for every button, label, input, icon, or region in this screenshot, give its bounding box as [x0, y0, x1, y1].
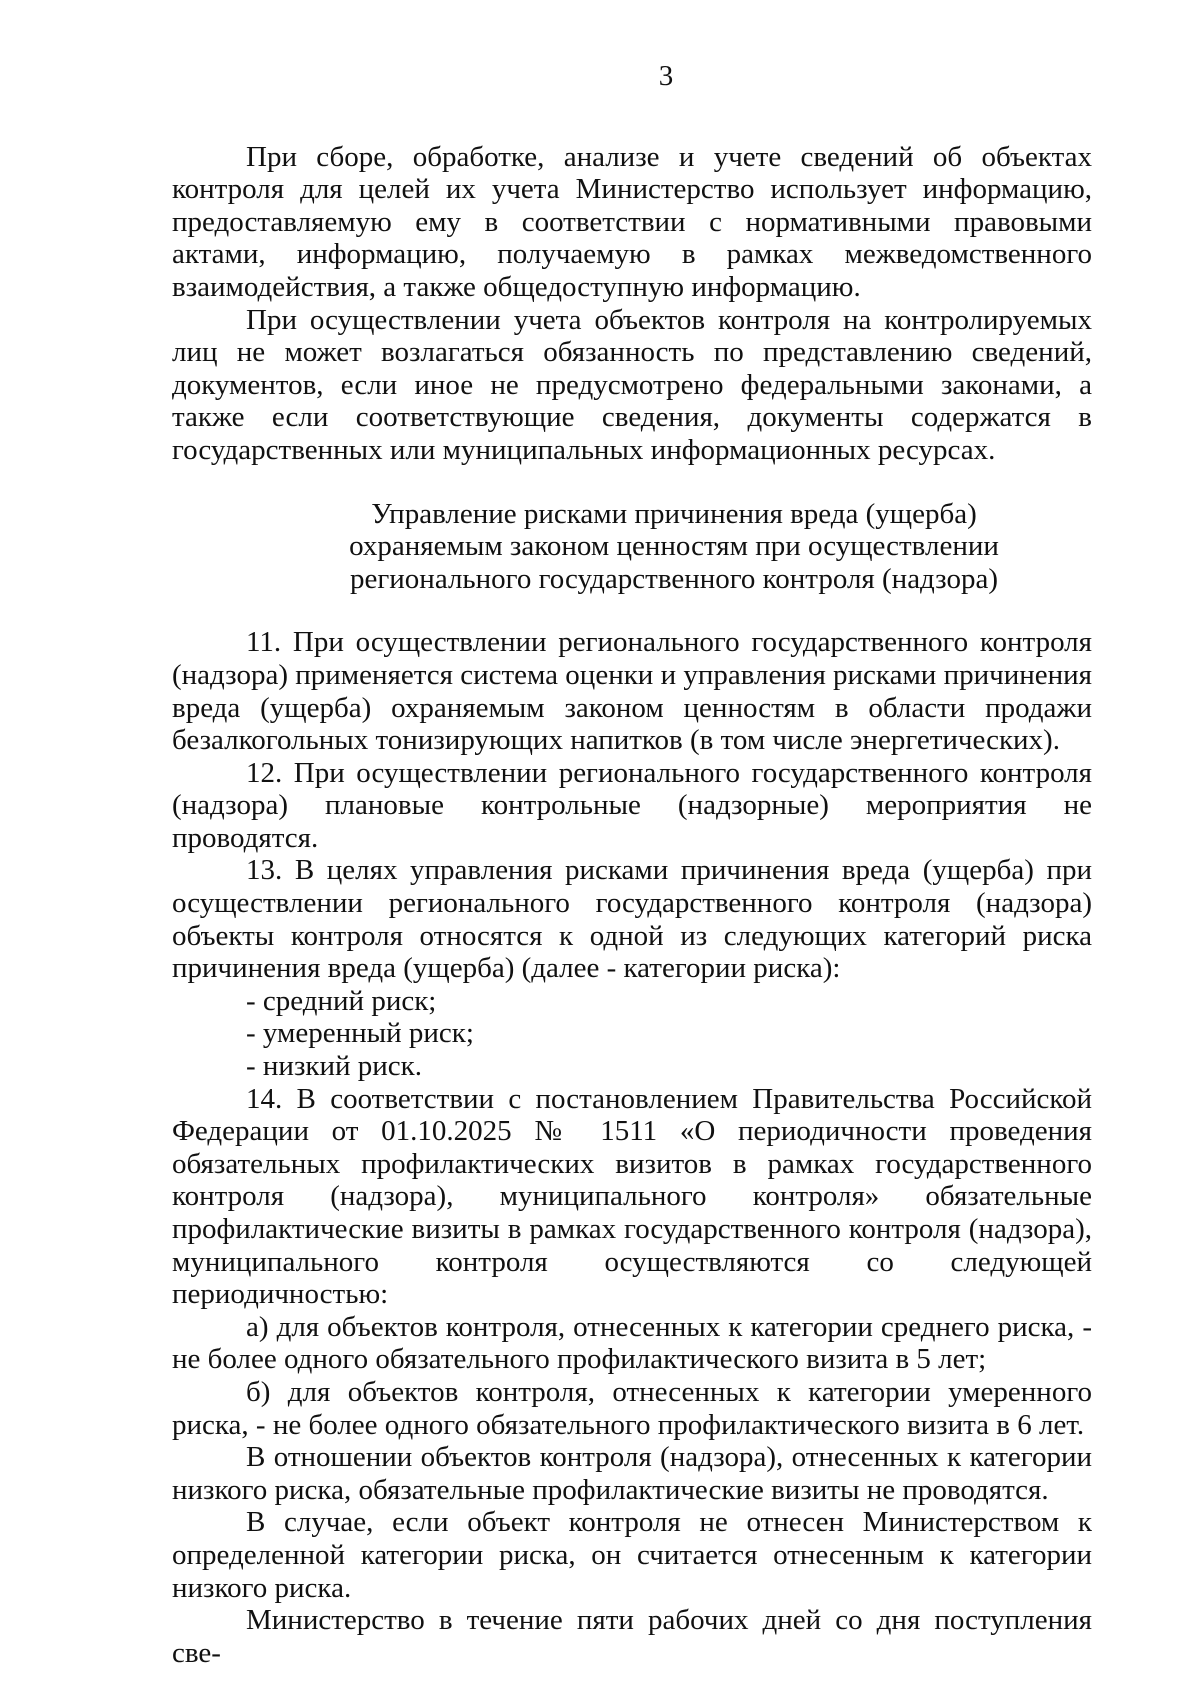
section-heading [214, 498, 1134, 596]
section-heading-line: Управление рисками причинения вреда (ущерба) [371, 497, 977, 530]
paragraph-13: 13. В целях управления рисками причинения вреда (ущерба) при осуществлении регионального государственного контроля (надзора) объекты контроля относятся к одной из следующих категорий риска причинения вреда (ущерба) (далее - категории риска): [172, 854, 1092, 985]
paragraph-12: 12. При осуществлении регионального государственного контроля (надзора) плановые контрольные (надзорные) мероприятия не проводятся. [172, 756, 1092, 854]
paragraph-low-risk-visits: В отношении объектов контроля (надзора), отнесенных к категории низкого риска, обязательные профилактические визиты не проводятся. [172, 1441, 1092, 1506]
paragraph-no-obligation: При осуществлении учета объектов контроля на контролируемых лиц не может возлагаться обязанность по представлению сведений, документов, если иное не предусмотрено федеральными законами, а также если соответствующие сведения, документы содержатся в государственных или муниципальных информационных ресурсах. [172, 303, 1092, 466]
page-number: 3 [658, 60, 674, 92]
paragraph-11: 11. При осуществлении регионального государственного контроля (надзора) применяется система оценки и управления рисками причинения вреда (ущерба) охраняемым законом ценностям в области продажи безалкогольных тонизирующих напитков (в том числе энергетических). [172, 626, 1092, 757]
list-item-low-risk: - низкий риск. [246, 1050, 423, 1083]
section-heading-line: охраняемым законом ценностям при осуществлении [349, 530, 999, 563]
paragraph-info-collection: При сборе, обработке, анализе и учете сведений об объектах контроля для целей их учета Министерство использует информацию, предоставляемую ему в соответствии с нормативными правовыми актами, информацию, получаемую в рамках межведомственного взаимодействия, а также общедоступную информацию. [172, 140, 1092, 303]
paragraph-ministry-deadline: Министерство в течение пяти рабочих дней со дня поступления све- [172, 1604, 1092, 1669]
section-heading-line: регионального государственного контроля (надзора) [350, 562, 998, 595]
paragraph-14-b: б) для объектов контроля, отнесенных к категории умеренного риска, - не более одного обязательного профилактического визита в 6 лет. [172, 1375, 1092, 1441]
list-item-medium-risk: - средний риск; [246, 984, 437, 1017]
paragraph-default-category: В случае, если объект контроля не отнесен Министерством к определенной категории риска, он считается отнесенным к категории низкого риска. [172, 1506, 1092, 1604]
document-page [172, 60, 1092, 1669]
list-item-moderate-risk: - умеренный риск; [246, 1017, 474, 1050]
paragraph-14: 14. В соответствии с постановлением Правительства Российской Федерации от 01.10.2025 № 1511 «О периодичности проведения обязательных профилактических визитов в рамках государственного контроля (надзора), муниципального контроля» обязательные профилактические визиты в рамках государственного контроля (надзора), муниципального контроля осуществляются со следующей периодичностью: [172, 1082, 1092, 1311]
paragraph-14-a: а) для объектов контроля, отнесенных к категории среднего риска, - не более одного обязательного профилактического визита в 5 лет; [172, 1310, 1092, 1376]
